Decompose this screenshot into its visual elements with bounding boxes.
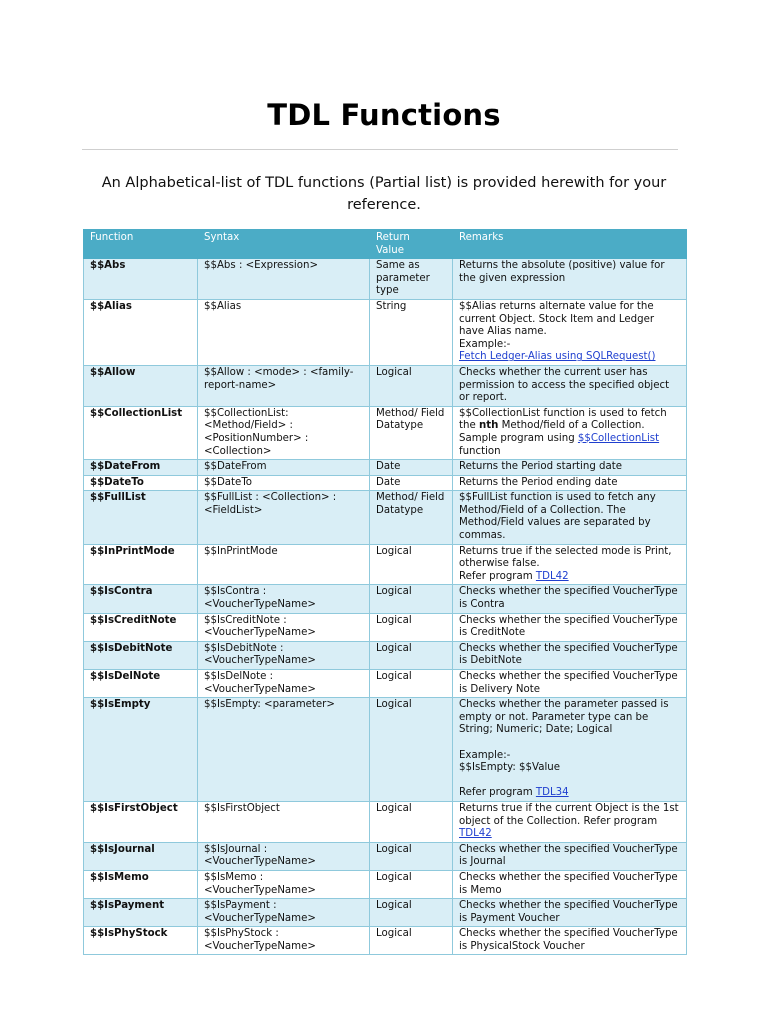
remarks-bold-text: nth bbox=[478, 420, 499, 432]
function-name-cell: $$IsJournal bbox=[84, 842, 198, 870]
remarks-text: Returns true if the current Object is the 1st object of the Collection. Refer program bbox=[459, 802, 679, 827]
remarks-cell bbox=[453, 801, 687, 842]
function-name-cell: $$Alias bbox=[84, 299, 198, 365]
intro-paragraph: An Alphabetical-list of TDL functions (Partial list) is provided herewith for your reference. bbox=[101, 175, 667, 213]
remarks-text: Checks whether the specified VoucherType is Memo bbox=[459, 871, 678, 896]
function-name-cell: $$IsPayment bbox=[84, 899, 198, 927]
remarks-text: Checks whether the specified VoucherType is PhysicalStock Voucher bbox=[459, 928, 678, 952]
syntax-cell: $$IsDelNote : <VoucherTypeName> bbox=[198, 670, 370, 698]
remarks-cell bbox=[453, 460, 687, 476]
return-value-cell: Logical bbox=[370, 670, 453, 698]
remarks-cell bbox=[453, 299, 687, 365]
table-row bbox=[84, 406, 687, 459]
table-row bbox=[84, 585, 687, 613]
function-name-cell: $$IsMemo bbox=[84, 870, 198, 898]
return-value-cell: Method/ Field Datatype bbox=[370, 491, 453, 544]
header-remarks: Remarks bbox=[453, 230, 687, 259]
syntax-cell: $$IsCreditNote : <VoucherTypeName> bbox=[198, 613, 370, 641]
table-row bbox=[84, 475, 687, 491]
remarks-link[interactable]: $$CollectionList bbox=[577, 432, 660, 444]
remarks-text: Returns the Period starting date bbox=[459, 461, 623, 473]
return-value-cell: Logical bbox=[370, 641, 453, 669]
remarks-cell bbox=[453, 544, 687, 585]
function-name-cell: $$IsContra bbox=[84, 585, 198, 613]
remarks-cell bbox=[453, 842, 687, 870]
remarks-text: Checks whether the specified VoucherType is CreditNote bbox=[459, 614, 678, 639]
return-value-cell: Logical bbox=[370, 365, 453, 406]
table-row bbox=[84, 899, 687, 927]
remarks-cell bbox=[453, 585, 687, 613]
function-name-cell: $$IsFirstObject bbox=[84, 801, 198, 842]
tdl-functions-table bbox=[83, 229, 687, 955]
table-row bbox=[84, 842, 687, 870]
remarks-cell bbox=[453, 406, 687, 459]
return-value-cell: Logical bbox=[370, 585, 453, 613]
remarks-link[interactable]: TDL42 bbox=[535, 570, 569, 582]
table-row bbox=[84, 365, 687, 406]
table-row bbox=[84, 641, 687, 669]
remarks-text: Returns true if the selected mode is Print, otherwise false. bbox=[459, 545, 672, 570]
return-value-cell: Logical bbox=[370, 801, 453, 842]
return-value-cell: Date bbox=[370, 460, 453, 476]
remarks-cell bbox=[453, 670, 687, 698]
table-row bbox=[84, 613, 687, 641]
remarks-cell bbox=[453, 927, 687, 955]
table-row bbox=[84, 698, 687, 802]
function-name-cell: $$IsDebitNote bbox=[84, 641, 198, 669]
syntax-cell: $$Abs : <Expression> bbox=[198, 259, 370, 300]
table-row bbox=[84, 299, 687, 365]
remarks-cell bbox=[453, 365, 687, 406]
remarks-text: $$CollectionList function is used to fetch the bbox=[459, 407, 667, 432]
function-name-cell: $$FullList bbox=[84, 491, 198, 544]
remarks-link-suffix: function bbox=[459, 445, 501, 457]
header-syntax: Syntax bbox=[198, 230, 370, 259]
return-value-cell: Logical bbox=[370, 870, 453, 898]
function-name-cell: $$IsCreditNote bbox=[84, 613, 198, 641]
return-value-cell: Logical bbox=[370, 899, 453, 927]
return-value-cell: Logical bbox=[370, 842, 453, 870]
function-name-cell: $$DateFrom bbox=[84, 460, 198, 476]
return-value-cell: String bbox=[370, 299, 453, 365]
function-name-cell: $$CollectionList bbox=[84, 406, 198, 459]
remarks-text: $$Alias returns alternate value for the current Object. Stock Item and Ledger have Alias name. Example:- bbox=[459, 300, 655, 350]
return-value-cell: Logical bbox=[370, 544, 453, 585]
function-name-cell: $$Allow bbox=[84, 365, 198, 406]
function-name-cell: $$IsEmpty bbox=[84, 698, 198, 802]
function-name-cell: $$InPrintMode bbox=[84, 544, 198, 585]
function-name-cell: $$DateTo bbox=[84, 475, 198, 491]
syntax-cell: $$InPrintMode bbox=[198, 544, 370, 585]
remarks-text: Checks whether the specified VoucherType is Delivery Note bbox=[459, 671, 678, 695]
remarks-text-continued: Method/field of a Collection. bbox=[498, 420, 645, 432]
remarks-text: $$FullList function is used to fetch any Method/Field of a Collection. The Method/Field values are separated by commas. bbox=[459, 492, 656, 542]
syntax-cell: $$IsDebitNote : <VoucherTypeName> bbox=[198, 641, 370, 669]
syntax-cell: $$IsFirstObject bbox=[198, 801, 370, 842]
syntax-cell: $$DateTo bbox=[198, 475, 370, 491]
syntax-cell: $$IsContra : <VoucherTypeName> bbox=[198, 585, 370, 613]
return-value-cell: Logical bbox=[370, 698, 453, 802]
remarks-text: Checks whether the specified VoucherType is Contra bbox=[459, 586, 678, 611]
remarks-cell bbox=[453, 899, 687, 927]
remarks-link[interactable]: TDL34 bbox=[535, 787, 569, 799]
syntax-cell: $$IsEmpty: <parameter> bbox=[198, 698, 370, 802]
remarks-cell bbox=[453, 475, 687, 491]
return-value-cell: Logical bbox=[370, 927, 453, 955]
return-value-cell: Logical bbox=[370, 613, 453, 641]
title-divider bbox=[82, 149, 678, 150]
syntax-cell: $$IsJournal : <VoucherTypeName> bbox=[198, 842, 370, 870]
function-name-cell: $$Abs bbox=[84, 259, 198, 300]
remarks-link-prefix: Refer program bbox=[459, 570, 536, 582]
remarks-text: Checks whether the current user has permission to access the specified object or report. bbox=[459, 366, 670, 404]
table-header-row bbox=[84, 230, 687, 259]
remarks-text: Checks whether the specified VoucherType is Journal bbox=[459, 843, 678, 868]
syntax-cell: $$Alias bbox=[198, 299, 370, 365]
syntax-cell: $$FullList : <Collection> : <FieldList> bbox=[198, 491, 370, 544]
table-row bbox=[84, 491, 687, 544]
remarks-link[interactable]: TDL42 bbox=[459, 828, 492, 840]
syntax-cell: $$DateFrom bbox=[198, 460, 370, 476]
return-value-cell: Same as parameter type bbox=[370, 259, 453, 300]
function-name-cell: $$IsPhyStock bbox=[84, 927, 198, 955]
remarks-cell bbox=[453, 491, 687, 544]
syntax-cell: $$CollectionList: <Method/Field> : <PositionNumber> : <Collection> bbox=[198, 406, 370, 459]
table-row bbox=[84, 544, 687, 585]
table-row bbox=[84, 870, 687, 898]
syntax-cell: $$IsMemo : <VoucherTypeName> bbox=[198, 870, 370, 898]
return-value-cell: Date bbox=[370, 475, 453, 491]
function-name-cell: $$IsDelNote bbox=[84, 670, 198, 698]
table-row bbox=[84, 670, 687, 698]
remarks-link[interactable]: Fetch Ledger-Alias using SQLRequest() bbox=[459, 351, 656, 363]
header-return-value: Return Value bbox=[370, 230, 453, 259]
remarks-link-prefix: Sample program using bbox=[459, 432, 578, 444]
remarks-text: Returns the absolute (positive) value for the given expression bbox=[459, 260, 665, 284]
remarks-cell bbox=[453, 641, 687, 669]
return-value-cell: Method/ Field Datatype bbox=[370, 406, 453, 459]
remarks-cell bbox=[453, 259, 687, 300]
remarks-text: Checks whether the specified VoucherType is DebitNote bbox=[459, 642, 678, 667]
remarks-text: Checks whether the parameter passed is empty or not. Parameter type can be String; Numeric; Date; Logical Example:- $$IsEmpty: $$Value bbox=[459, 699, 669, 774]
remarks-cell bbox=[453, 613, 687, 641]
remarks-link-prefix: Refer program bbox=[459, 787, 536, 799]
table-row bbox=[84, 460, 687, 476]
table-row bbox=[84, 259, 687, 300]
remarks-cell bbox=[453, 698, 687, 802]
remarks-cell bbox=[453, 870, 687, 898]
table-row bbox=[84, 927, 687, 955]
remarks-text: Checks whether the specified VoucherType is Payment Voucher bbox=[459, 900, 678, 924]
syntax-cell: $$IsPayment : <VoucherTypeName> bbox=[198, 899, 370, 927]
remarks-text: Returns the Period ending date bbox=[459, 476, 618, 488]
page-title: TDL Functions bbox=[267, 98, 501, 132]
header-function: Function bbox=[84, 230, 198, 259]
syntax-cell: $$IsPhyStock : <VoucherTypeName> bbox=[198, 927, 370, 955]
table-row bbox=[84, 801, 687, 842]
syntax-cell: $$Allow : <mode> : <family-report-name> bbox=[198, 365, 370, 406]
